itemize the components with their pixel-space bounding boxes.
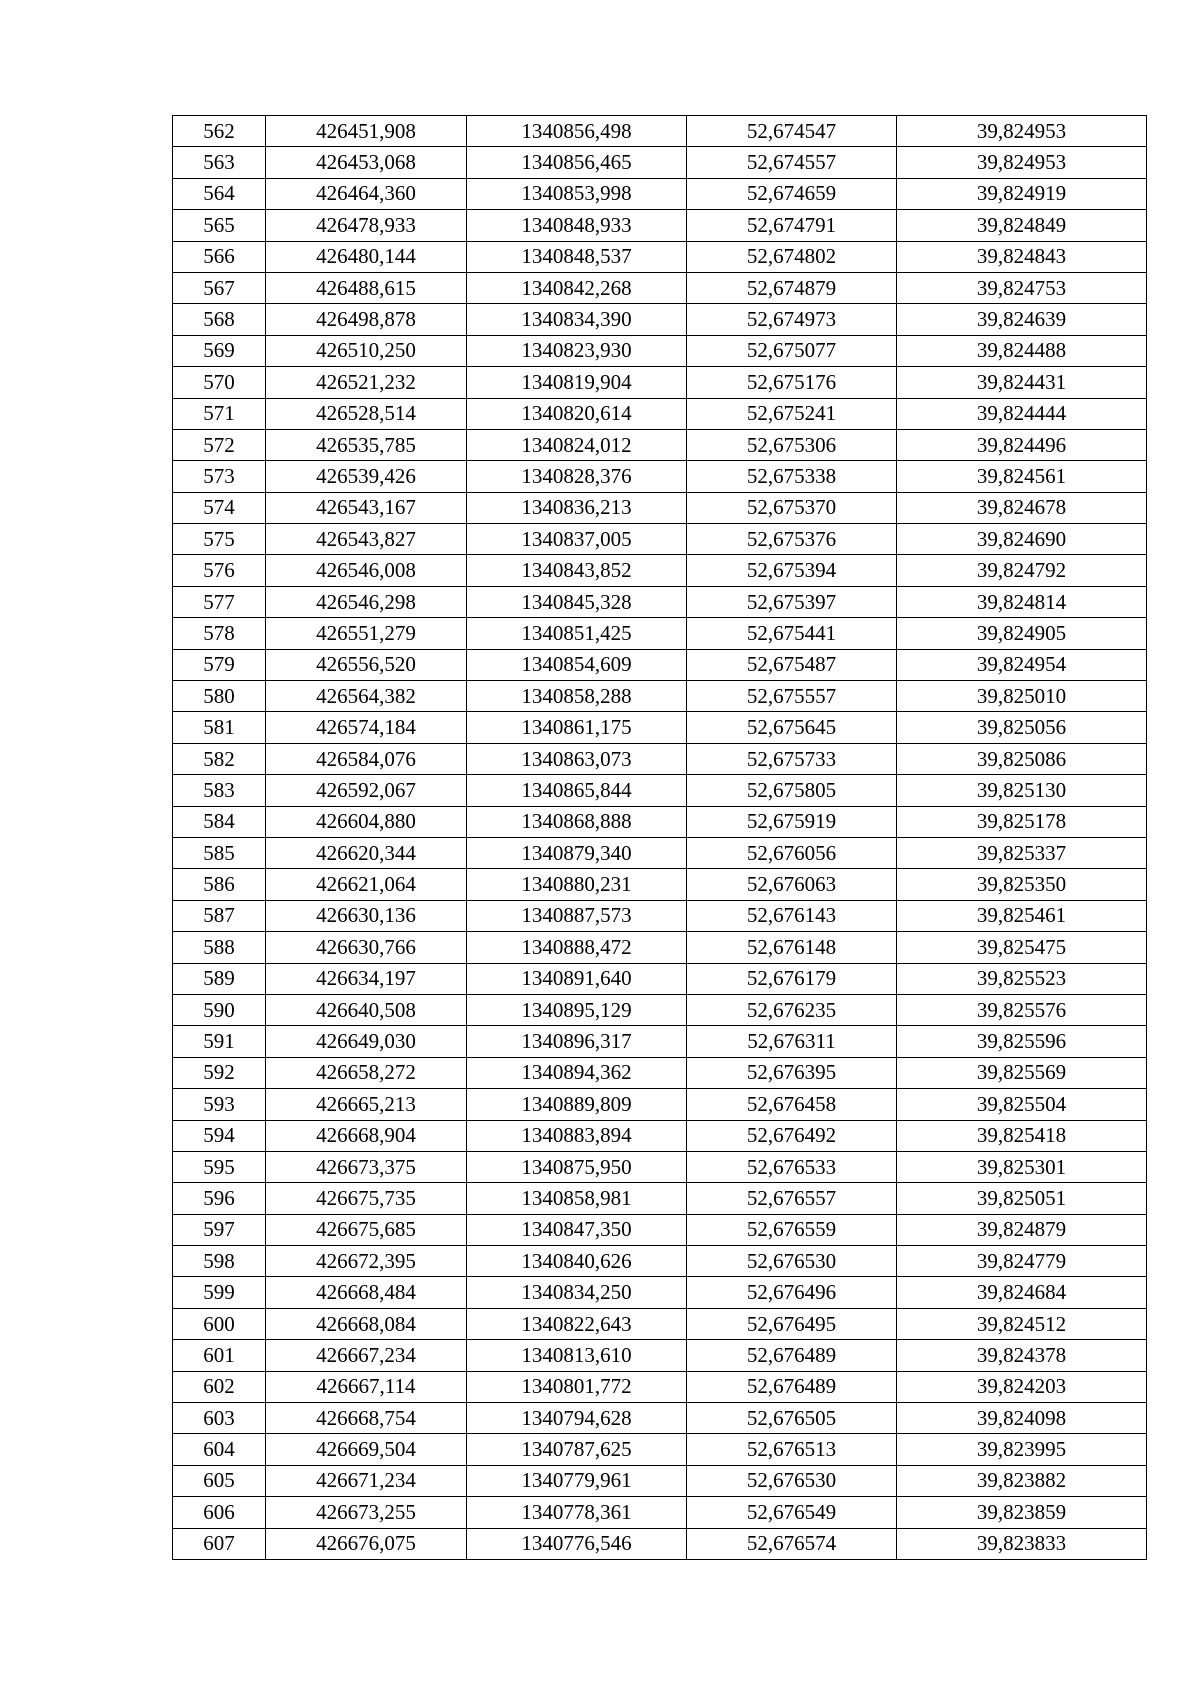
longitude-cell: 39,825523 (897, 963, 1147, 994)
table-row (173, 555, 1147, 586)
point-number-cell: 589 (173, 963, 266, 994)
y-coordinate-cell: 1340842,268 (467, 272, 687, 303)
y-coordinate-cell: 1340883,894 (467, 1120, 687, 1151)
point-number-cell: 566 (173, 241, 266, 272)
x-coordinate-cell: 426621,064 (266, 869, 467, 900)
longitude-cell: 39,824444 (897, 398, 1147, 429)
x-coordinate-cell: 426604,880 (266, 806, 467, 837)
latitude-cell: 52,674973 (687, 304, 897, 335)
point-number-cell: 599 (173, 1277, 266, 1308)
x-coordinate-cell: 426478,933 (266, 210, 467, 241)
table-row (173, 994, 1147, 1025)
x-coordinate-cell: 426551,279 (266, 618, 467, 649)
x-coordinate-cell: 426634,197 (266, 963, 467, 994)
table-row (173, 963, 1147, 994)
y-coordinate-cell: 1340843,852 (467, 555, 687, 586)
latitude-cell: 52,676063 (687, 869, 897, 900)
x-coordinate-cell: 426546,008 (266, 555, 467, 586)
y-coordinate-cell: 1340856,465 (467, 147, 687, 178)
latitude-cell: 52,675176 (687, 367, 897, 398)
table-row (173, 335, 1147, 366)
point-number-cell: 584 (173, 806, 266, 837)
latitude-cell: 52,675370 (687, 492, 897, 523)
latitude-cell: 52,675487 (687, 649, 897, 680)
latitude-cell: 52,676489 (687, 1371, 897, 1402)
longitude-cell: 39,824561 (897, 461, 1147, 492)
longitude-cell: 39,823995 (897, 1434, 1147, 1465)
latitude-cell: 52,676492 (687, 1120, 897, 1151)
x-coordinate-cell: 426665,213 (266, 1089, 467, 1120)
x-coordinate-cell: 426574,184 (266, 712, 467, 743)
x-coordinate-cell: 426510,250 (266, 335, 467, 366)
y-coordinate-cell: 1340819,904 (467, 367, 687, 398)
point-number-cell: 579 (173, 649, 266, 680)
latitude-cell: 52,676549 (687, 1497, 897, 1528)
longitude-cell: 39,824905 (897, 618, 1147, 649)
table-row (173, 1089, 1147, 1120)
x-coordinate-cell: 426667,114 (266, 1371, 467, 1402)
point-number-cell: 581 (173, 712, 266, 743)
longitude-cell: 39,825569 (897, 1057, 1147, 1088)
x-coordinate-cell: 426464,360 (266, 178, 467, 209)
point-number-cell: 570 (173, 367, 266, 398)
latitude-cell: 52,676311 (687, 1026, 897, 1057)
y-coordinate-cell: 1340858,288 (467, 681, 687, 712)
y-coordinate-cell: 1340787,625 (467, 1434, 687, 1465)
x-coordinate-cell: 426640,508 (266, 994, 467, 1025)
y-coordinate-cell: 1340887,573 (467, 900, 687, 931)
y-coordinate-cell: 1340834,390 (467, 304, 687, 335)
y-coordinate-cell: 1340840,626 (467, 1246, 687, 1277)
table-row (173, 1371, 1147, 1402)
point-number-cell: 586 (173, 869, 266, 900)
latitude-cell: 52,676505 (687, 1403, 897, 1434)
table-row (173, 681, 1147, 712)
x-coordinate-cell: 426649,030 (266, 1026, 467, 1057)
x-coordinate-cell: 426658,272 (266, 1057, 467, 1088)
y-coordinate-cell: 1340848,933 (467, 210, 687, 241)
y-coordinate-cell: 1340853,998 (467, 178, 687, 209)
y-coordinate-cell: 1340824,012 (467, 429, 687, 460)
longitude-cell: 39,825576 (897, 994, 1147, 1025)
table-row (173, 1183, 1147, 1214)
longitude-cell: 39,824814 (897, 586, 1147, 617)
x-coordinate-cell: 426543,167 (266, 492, 467, 523)
y-coordinate-cell: 1340894,362 (467, 1057, 687, 1088)
table-row (173, 1465, 1147, 1496)
table-row (173, 1340, 1147, 1371)
latitude-cell: 52,676559 (687, 1214, 897, 1245)
point-number-cell: 563 (173, 147, 266, 178)
point-number-cell: 583 (173, 775, 266, 806)
table-row (173, 429, 1147, 460)
table-row (173, 241, 1147, 272)
longitude-cell: 39,824678 (897, 492, 1147, 523)
table-row (173, 1120, 1147, 1151)
latitude-cell: 52,674879 (687, 272, 897, 303)
latitude-cell: 52,674802 (687, 241, 897, 272)
table-row (173, 1277, 1147, 1308)
y-coordinate-cell: 1340895,129 (467, 994, 687, 1025)
point-number-cell: 607 (173, 1528, 266, 1559)
latitude-cell: 52,675557 (687, 681, 897, 712)
latitude-cell: 52,675919 (687, 806, 897, 837)
latitude-cell: 52,676530 (687, 1465, 897, 1496)
x-coordinate-cell: 426543,827 (266, 524, 467, 555)
point-number-cell: 567 (173, 272, 266, 303)
point-number-cell: 569 (173, 335, 266, 366)
y-coordinate-cell: 1340813,610 (467, 1340, 687, 1371)
y-coordinate-cell: 1340837,005 (467, 524, 687, 555)
point-number-cell: 580 (173, 681, 266, 712)
y-coordinate-cell: 1340889,809 (467, 1089, 687, 1120)
y-coordinate-cell: 1340847,350 (467, 1214, 687, 1245)
table-row (173, 116, 1147, 147)
table-row (173, 1308, 1147, 1339)
point-number-cell: 576 (173, 555, 266, 586)
x-coordinate-cell: 426546,298 (266, 586, 467, 617)
longitude-cell: 39,824684 (897, 1277, 1147, 1308)
longitude-cell: 39,824496 (897, 429, 1147, 460)
y-coordinate-cell: 1340836,213 (467, 492, 687, 523)
y-coordinate-cell: 1340828,376 (467, 461, 687, 492)
point-number-cell: 577 (173, 586, 266, 617)
table-row (173, 210, 1147, 241)
table-row (173, 272, 1147, 303)
x-coordinate-cell: 426498,878 (266, 304, 467, 335)
longitude-cell: 39,825086 (897, 743, 1147, 774)
point-number-cell: 562 (173, 116, 266, 147)
point-number-cell: 585 (173, 837, 266, 868)
y-coordinate-cell: 1340823,930 (467, 335, 687, 366)
latitude-cell: 52,675805 (687, 775, 897, 806)
x-coordinate-cell: 426451,908 (266, 116, 467, 147)
latitude-cell: 52,674791 (687, 210, 897, 241)
longitude-cell: 39,825051 (897, 1183, 1147, 1214)
latitude-cell: 52,676557 (687, 1183, 897, 1214)
latitude-cell: 52,675645 (687, 712, 897, 743)
latitude-cell: 52,676143 (687, 900, 897, 931)
table-row (173, 1434, 1147, 1465)
point-number-cell: 605 (173, 1465, 266, 1496)
latitude-cell: 52,675077 (687, 335, 897, 366)
longitude-cell: 39,824953 (897, 147, 1147, 178)
y-coordinate-cell: 1340856,498 (467, 116, 687, 147)
table-row (173, 1497, 1147, 1528)
x-coordinate-cell: 426453,068 (266, 147, 467, 178)
point-number-cell: 588 (173, 932, 266, 963)
latitude-cell: 52,674547 (687, 116, 897, 147)
latitude-cell: 52,676513 (687, 1434, 897, 1465)
point-number-cell: 597 (173, 1214, 266, 1245)
longitude-cell: 39,824431 (897, 367, 1147, 398)
coordinates-table-body (173, 116, 1147, 1560)
y-coordinate-cell: 1340863,073 (467, 743, 687, 774)
x-coordinate-cell: 426673,255 (266, 1497, 467, 1528)
point-number-cell: 596 (173, 1183, 266, 1214)
latitude-cell: 52,675338 (687, 461, 897, 492)
table-row (173, 1057, 1147, 1088)
longitude-cell: 39,825301 (897, 1151, 1147, 1182)
table-row (173, 869, 1147, 900)
x-coordinate-cell: 426584,076 (266, 743, 467, 774)
longitude-cell: 39,824098 (897, 1403, 1147, 1434)
longitude-cell: 39,825461 (897, 900, 1147, 931)
point-number-cell: 601 (173, 1340, 266, 1371)
point-number-cell: 602 (173, 1371, 266, 1402)
latitude-cell: 52,676458 (687, 1089, 897, 1120)
point-number-cell: 606 (173, 1497, 266, 1528)
y-coordinate-cell: 1340820,614 (467, 398, 687, 429)
x-coordinate-cell: 426556,520 (266, 649, 467, 680)
point-number-cell: 578 (173, 618, 266, 649)
point-number-cell: 565 (173, 210, 266, 241)
longitude-cell: 39,824512 (897, 1308, 1147, 1339)
point-number-cell: 571 (173, 398, 266, 429)
table-row (173, 492, 1147, 523)
table-row (173, 775, 1147, 806)
y-coordinate-cell: 1340868,888 (467, 806, 687, 837)
y-coordinate-cell: 1340779,961 (467, 1465, 687, 1496)
x-coordinate-cell: 426668,484 (266, 1277, 467, 1308)
point-number-cell: 592 (173, 1057, 266, 1088)
y-coordinate-cell: 1340854,609 (467, 649, 687, 680)
x-coordinate-cell: 426528,514 (266, 398, 467, 429)
point-number-cell: 598 (173, 1246, 266, 1277)
y-coordinate-cell: 1340845,328 (467, 586, 687, 617)
point-number-cell: 595 (173, 1151, 266, 1182)
latitude-cell: 52,675376 (687, 524, 897, 555)
x-coordinate-cell: 426535,785 (266, 429, 467, 460)
table-row (173, 461, 1147, 492)
y-coordinate-cell: 1340861,175 (467, 712, 687, 743)
table-row (173, 932, 1147, 963)
longitude-cell: 39,825010 (897, 681, 1147, 712)
longitude-cell: 39,825056 (897, 712, 1147, 743)
x-coordinate-cell: 426564,382 (266, 681, 467, 712)
longitude-cell: 39,825337 (897, 837, 1147, 868)
latitude-cell: 52,676148 (687, 932, 897, 963)
latitude-cell: 52,676179 (687, 963, 897, 994)
table-row (173, 304, 1147, 335)
latitude-cell: 52,676235 (687, 994, 897, 1025)
longitude-cell: 39,824753 (897, 272, 1147, 303)
x-coordinate-cell: 426630,136 (266, 900, 467, 931)
y-coordinate-cell: 1340858,981 (467, 1183, 687, 1214)
longitude-cell: 39,824639 (897, 304, 1147, 335)
x-coordinate-cell: 426668,904 (266, 1120, 467, 1151)
latitude-cell: 52,675441 (687, 618, 897, 649)
point-number-cell: 594 (173, 1120, 266, 1151)
latitude-cell: 52,674557 (687, 147, 897, 178)
x-coordinate-cell: 426521,232 (266, 367, 467, 398)
coordinates-table (172, 115, 1147, 1560)
x-coordinate-cell: 426480,144 (266, 241, 467, 272)
latitude-cell: 52,675397 (687, 586, 897, 617)
longitude-cell: 39,825418 (897, 1120, 1147, 1151)
longitude-cell: 39,824779 (897, 1246, 1147, 1277)
latitude-cell: 52,676574 (687, 1528, 897, 1559)
point-number-cell: 604 (173, 1434, 266, 1465)
latitude-cell: 52,676395 (687, 1057, 897, 1088)
longitude-cell: 39,824203 (897, 1371, 1147, 1402)
longitude-cell: 39,824690 (897, 524, 1147, 555)
x-coordinate-cell: 426488,615 (266, 272, 467, 303)
x-coordinate-cell: 426667,234 (266, 1340, 467, 1371)
x-coordinate-cell: 426676,075 (266, 1528, 467, 1559)
latitude-cell: 52,676533 (687, 1151, 897, 1182)
table-row (173, 147, 1147, 178)
table-row (173, 398, 1147, 429)
latitude-cell: 52,675241 (687, 398, 897, 429)
point-number-cell: 573 (173, 461, 266, 492)
point-number-cell: 587 (173, 900, 266, 931)
y-coordinate-cell: 1340879,340 (467, 837, 687, 868)
longitude-cell: 39,824488 (897, 335, 1147, 366)
point-number-cell: 600 (173, 1308, 266, 1339)
point-number-cell: 564 (173, 178, 266, 209)
longitude-cell: 39,824843 (897, 241, 1147, 272)
longitude-cell: 39,824792 (897, 555, 1147, 586)
y-coordinate-cell: 1340801,772 (467, 1371, 687, 1402)
longitude-cell: 39,824849 (897, 210, 1147, 241)
y-coordinate-cell: 1340851,425 (467, 618, 687, 649)
point-number-cell: 574 (173, 492, 266, 523)
longitude-cell: 39,823859 (897, 1497, 1147, 1528)
table-row (173, 367, 1147, 398)
longitude-cell: 39,825475 (897, 932, 1147, 963)
longitude-cell: 39,824919 (897, 178, 1147, 209)
point-number-cell: 582 (173, 743, 266, 774)
latitude-cell: 52,675394 (687, 555, 897, 586)
table-row (173, 1246, 1147, 1277)
point-number-cell: 590 (173, 994, 266, 1025)
latitude-cell: 52,676496 (687, 1277, 897, 1308)
y-coordinate-cell: 1340776,546 (467, 1528, 687, 1559)
longitude-cell: 39,825504 (897, 1089, 1147, 1120)
point-number-cell: 568 (173, 304, 266, 335)
y-coordinate-cell: 1340834,250 (467, 1277, 687, 1308)
table-row (173, 837, 1147, 868)
longitude-cell: 39,824378 (897, 1340, 1147, 1371)
table-row (173, 806, 1147, 837)
latitude-cell: 52,676530 (687, 1246, 897, 1277)
latitude-cell: 52,676495 (687, 1308, 897, 1339)
table-row (173, 586, 1147, 617)
longitude-cell: 39,825178 (897, 806, 1147, 837)
latitude-cell: 52,675306 (687, 429, 897, 460)
longitude-cell: 39,825130 (897, 775, 1147, 806)
x-coordinate-cell: 426620,344 (266, 837, 467, 868)
x-coordinate-cell: 426669,504 (266, 1434, 467, 1465)
longitude-cell: 39,824953 (897, 116, 1147, 147)
x-coordinate-cell: 426668,084 (266, 1308, 467, 1339)
y-coordinate-cell: 1340896,317 (467, 1026, 687, 1057)
point-number-cell: 575 (173, 524, 266, 555)
longitude-cell: 39,823882 (897, 1465, 1147, 1496)
y-coordinate-cell: 1340875,950 (467, 1151, 687, 1182)
latitude-cell: 52,675733 (687, 743, 897, 774)
table-row (173, 712, 1147, 743)
y-coordinate-cell: 1340891,640 (467, 963, 687, 994)
y-coordinate-cell: 1340848,537 (467, 241, 687, 272)
y-coordinate-cell: 1340888,472 (467, 932, 687, 963)
x-coordinate-cell: 426673,375 (266, 1151, 467, 1182)
x-coordinate-cell: 426592,067 (266, 775, 467, 806)
table-row (173, 1151, 1147, 1182)
longitude-cell: 39,824879 (897, 1214, 1147, 1245)
latitude-cell: 52,676056 (687, 837, 897, 868)
point-number-cell: 572 (173, 429, 266, 460)
table-row (173, 649, 1147, 680)
x-coordinate-cell: 426675,685 (266, 1214, 467, 1245)
point-number-cell: 603 (173, 1403, 266, 1434)
y-coordinate-cell: 1340794,628 (467, 1403, 687, 1434)
point-number-cell: 591 (173, 1026, 266, 1057)
table-row (173, 1026, 1147, 1057)
table-row (173, 1214, 1147, 1245)
longitude-cell: 39,825596 (897, 1026, 1147, 1057)
longitude-cell: 39,824954 (897, 649, 1147, 680)
table-row (173, 618, 1147, 649)
table-row (173, 900, 1147, 931)
x-coordinate-cell: 426672,395 (266, 1246, 467, 1277)
y-coordinate-cell: 1340865,844 (467, 775, 687, 806)
x-coordinate-cell: 426668,754 (266, 1403, 467, 1434)
latitude-cell: 52,674659 (687, 178, 897, 209)
x-coordinate-cell: 426539,426 (266, 461, 467, 492)
longitude-cell: 39,825350 (897, 869, 1147, 900)
table-row (173, 1403, 1147, 1434)
x-coordinate-cell: 426630,766 (266, 932, 467, 963)
y-coordinate-cell: 1340822,643 (467, 1308, 687, 1339)
latitude-cell: 52,676489 (687, 1340, 897, 1371)
table-row (173, 1528, 1147, 1559)
y-coordinate-cell: 1340778,361 (467, 1497, 687, 1528)
point-number-cell: 593 (173, 1089, 266, 1120)
x-coordinate-cell: 426671,234 (266, 1465, 467, 1496)
x-coordinate-cell: 426675,735 (266, 1183, 467, 1214)
longitude-cell: 39,823833 (897, 1528, 1147, 1559)
table-row (173, 524, 1147, 555)
table-row (173, 178, 1147, 209)
y-coordinate-cell: 1340880,231 (467, 869, 687, 900)
table-row (173, 743, 1147, 774)
